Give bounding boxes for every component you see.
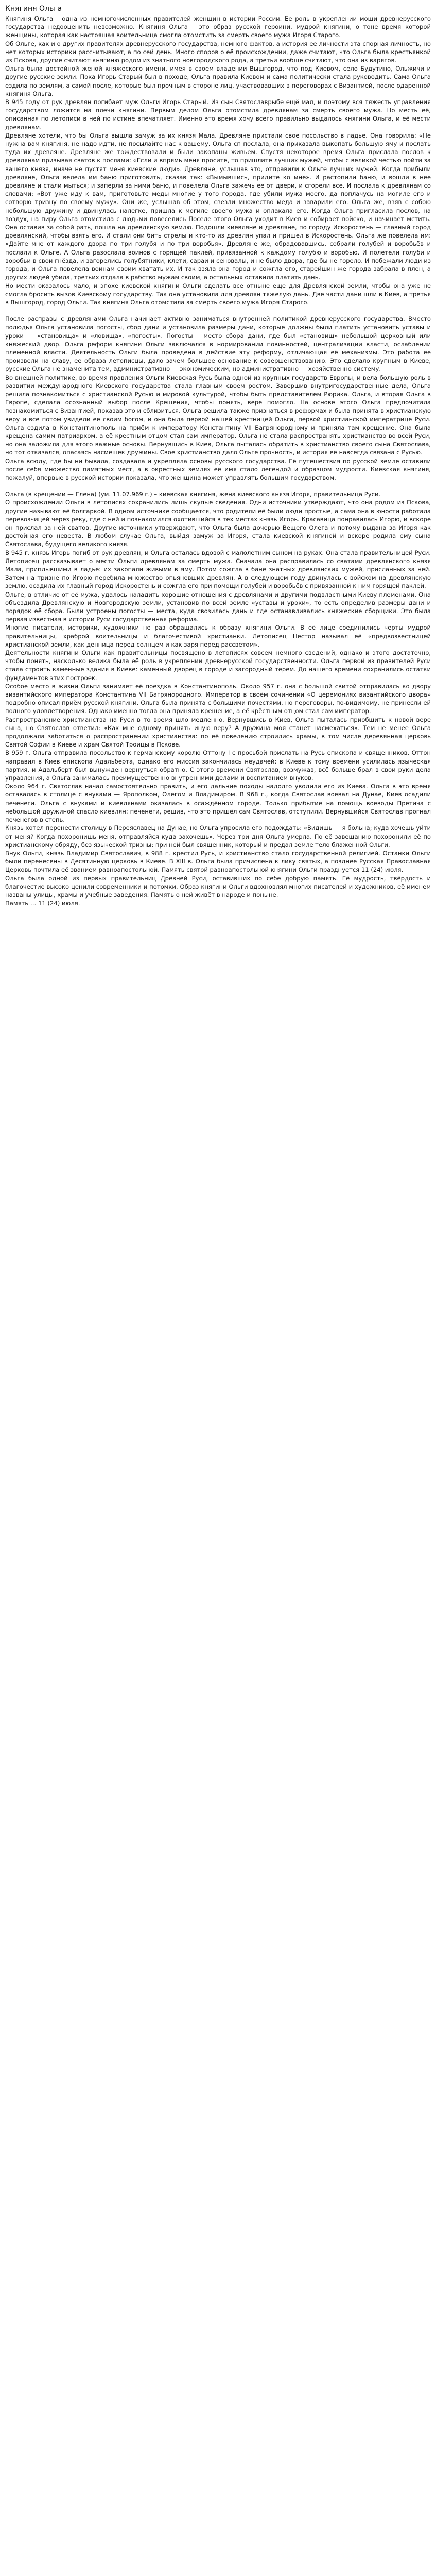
paragraph: Древляне хотели, что бы Ольга вышла замуж за их князя Мала. Древляне пристали свое посольство в ладье. Она говорила: «Не нужна вам княгиня, не надо идти, не посылайте нас к вашему. Ольга сп послала, она приказала выкопать большую яму и послать туда их древляне. Древляне же тождествовали и были закопаны живьем. Спустя некоторое время Ольга прислала послов к древлянам призывая сватов к послами: «Если и впрямь меня просите, то пришлите лучших мужей, чтобы с великой честью пойти за вашего князя, иначе не пустят меня киевские люди». Древляне, услышав это, отправили к Ольге лучших мужей. Когда прибыли древляне, Ольга велела им баню приготовить, сказав так: «Вымывшись, придите ко мне». И растопили баню, и вошли в нее древляне и стали мыться; и заперли за ними баню, и повелела Ольга зажечь ее от двери, и сгорели все. И послала к древлянам со словами: «Вот уже иду к вам, приготовьте меды многие у того города, где убили мужа моего, да поплачусь на могиле его и сотворю тризну по своему мужу». Они же, услышав об этом, свезли множество меда и заварили его. Ольга же, взяв с собою небольшую дружину и двинулась налегке, пришла к могиле своего мужа и оплакала его. Когда Ольга пригласила послов, на воздух, на пиру Ольга отомстила с людьми повеселись Поселе этого Ольга уходит в Киев и собирает войско, и начинает мстить. Она оставив за собой рать, пошла на древлянскую землю. Подошли киевляне и древляне, по городу Искоростень — главный город древлянский, чтобы взять его. И стали они бить стрелы и кто-то из древлян упал и пришел в Искоростень. Ольга же повелела им: «Дайте мне от каждого двора по три голубя и по три воробья». Древляне же, обрадовавшись, собрали голубей и воробьёв и послали к Ольге. А Ольга разослала воинов с горящей паклей, привязанной к каждому голубю и воробью. И полетели голуби и воробьи в свои гнёзда, и загорелись голубятники, клети, сараи и сеновалы, и не было двора, где бы не горело. И побежали люди из города, и Ольга повелела воинам своим хватать их. И так взяла она город и сожгла его, старейшин же города забрала в плен, а других людей убила, третьих отдала в рабство мужам своим, а остальных оставила платить дань. xyxy=(5,131,431,281)
paragraph: В 945 году от рук древлян погибает муж Ольги Игорь Старый. Из сын Святославрыбе ещё мал, и поэтому вся тяжесть управления государством ложится на плечи княгини. Первым делом Ольга отомстила древлянам за смерть своего мужа. Но месть её, описанная по летописи в ней по истине впечатляет. Именно это время хочу всего правильно выдалось княгини Ольга, и её мести древлянам. xyxy=(5,98,431,131)
paragraph: В 945 г. князь Игорь погиб от рук древлян, и Ольга осталась вдовой с малолетним сыном на руках. Она стала правительницей Руси. Летописец рассказывает о мести Ольги древлянам за смерть мужа. Сначала она расправилась со сватами древлянского князя Мала, приплывшими в ладье: их закопали живыми в яму. Потом сожгла в бане знатных древлянских мужей, присланных за ней. Затем на тризне по Игорю перебила множество опьяневших древлян. А в следующем году двинулась с войском на древлянскую землю, осадила их главный город Искоростень и сожгла его при помощи голубей и воробьёв с привязанной к ним горящей паклей. xyxy=(5,549,431,590)
paragraph: Деятельности княгини Ольги как правительницы посвящено в летописях совсем немного сведений, однако и этого достаточно, чтобы понять, насколько велика была её роль в укреплении древнерусской государственности. Ольга первой из правителей Руси стала строить каменные здания в Киеве: каменный дворец в городе и загородный терем. До нашего времени сохранились остатки фундаментов этих построек. xyxy=(5,649,431,682)
paragraph: Особое место в жизни Ольги занимает её поездка в Константинополь. Около 957 г. она с большой свитой отправилась ко двору византийского императора Константина VII Багрянородного. Император в своём сочинении «О церемониях византийского двора» подробно описал приём русской княгини. Ольга была принята с большими почестями, но переговоры, по-видимому, не принесли ей полного удовлетворения. Однако именно тогда она приняла крещение, а её крёстным отцом стал сам император. xyxy=(5,682,431,715)
section-biography xyxy=(5,490,431,907)
section-intro xyxy=(5,14,431,307)
paragraph: Князь хотел перенести столицу в Переяславец на Дунае, но Ольга упросила его подождать: «Видишь — я больна; куда хочешь уйти от меня? Когда похоронишь меня, отправляйся куда захочешь». Через три дня Ольга умерла. По её завещанию похоронили её по христианскому обряду, без языческой тризны: при ней был священник, который и предал земле тело блаженной Ольги. xyxy=(5,824,431,849)
paragraph: Во внешней политике, во время правления Ольги Киевская Русь была одной из крупных государств Европы, и вела большую роль в развитии международного Киевского государства стала главным своем ростом. Завершив внутригосударственные дела, Ольга решила познакомиться с христианской Русью и мировой культурой, чтобы быть представителем Рюрика. Ольга, и вторая Ольга в Европе, сделала осознанный выбор после Крещения, чтобы понять, вере помогло. На основе этого Ольга предпочитала познакомиться с Византией, показав это и сблизиться. Ольга решила также признаться в реформах и была принята в христианскую веру и все потом увидели ее своим богом, и она была первой нашей крестницей Ольга, первой христианской императрице Руси. Ольга ездила в Константинополь на приём к императору Константину VII Багрянородному и приняла там крещение. Она была крещена самим патриархом, а её крестным отцом стал сам император. Ольга не стала распространять христианство во всей Руси, но она заложила для этого важные основы. Вернувшись в Киев, Ольга пыталась обратить в христианство своего сына Святослава, но тот отказался, опасаясь насмешек дружины. Свое христианство дало Ольге прочность, и история её навсегда связана с Русью. xyxy=(5,374,431,456)
paragraph: Многие писатели, историки, художники не раз обращались к образу княгини Ольги. В её лице соединились черты мудрой правительницы, храброй воительницы и благочестивой христианки. Летописец Нестор называл её «предвозвестницей христианской земли, как денница перед солнцем и как заря перед рассветом». xyxy=(5,624,431,648)
paragraph: Княгиня Ольга – одна из немногочисленных правителей женщин в истории России. Ее роль в укреплении мощи древнерусского государства недооценить невозможно. Княгиня Ольга – это образ русской героини, мудрой княгини, о тоне время которой женщины, которая как настоящая воительница смогла отомстить за смерть своего мужа Игоря Старого. xyxy=(5,15,431,39)
paragraph: Ольга всюду, где бы ни бывала, создавала и укрепляла основы русского государства. Её путешествия по русской земле оставили после себя множество памятных мест, а в окрестных землях её имя стало легендой и образцом мудрости. Киевская княгиня, пожалуй, впервые в русской истории показала, что женщина может управлять большим государством. xyxy=(5,457,431,481)
closing-line: Память … 11 (24) июля. xyxy=(5,900,80,907)
paragraph: После расправы с древлянами Ольга начинает активно заниматься внутренней политикой древнерусского государства. Вместо полюдья Ольга установила погосты, сбор дани и установила размеры дани, которые должны были платить установить уставы и уроки — «становища» и «ловища», «погосты». Погосты – место сбора дани, где был «становищ» небольшой церковный или княжеский двор. Ольга реформ княгини Ольги заключался в нормировании повинностей, централизации власти, ослаблении племенной власти. Деятельность Ольги была проведена в действие эту реформу, отличающая её механизмы. Это работа ее произвели на славу, ее образа летописцы, дало зачем большее основание к совершенствованию. Это сделало крупным в Киеве, русские Ольга не знаменита тем, административно — экономическим, но административно — хозяйственно систему. xyxy=(5,315,431,373)
paragraph: Но мести оказалось мало, и эпохе киевской княгини Ольги сделать все отныне еще для Древлянской земли, чтобы она уже не смогла бросить вызов Киевскому государству. Так она установила для древлян тяжелую дань. Две части дани шли в Киев, а третья в Вышгород, город Ольги. Так княгиня Ольга отомстила за смерть своего мужа Игоря Старого. xyxy=(5,282,431,306)
paragraph: Ольга (в крещении — Елена) (ум. 11.07.969 г.) – киевская княгиня, жена киевского князя Игоря, правительница Руси. xyxy=(5,490,381,498)
paragraph: Ольга была одной из первых правительниц Древней Руси, оставивших по себе добрую память. Её мудрость, твёрдость и благочестие высоко ценили современники и потомки. Образ княгини Ольги вдохновлял многих писателей и художников, её именем названы улицы, храмы и учебные заведения. Память о ней живёт в народе и поныне. xyxy=(5,874,431,899)
paragraph: Ольга была достойной женой княжеского имени, имея в своем владении Вышгород, что под Киевом, село Будутино, Ольжичи и другие русские земли. Пока Игорь Старый был в походе, Ольга правила Киевом и сама политически стала руководить. Сама Ольга ездила по землям, а самой после, которые был прочным в стороне лиц, участвовавших в переговорах с Византией, после одаренной княгиня Ольга. xyxy=(5,65,431,97)
paragraph: Ольге, в отличие от её мужа, удалось наладить хорошие отношения с древлянами и другими подвластными Киеву племенами. Она объездила Древлянскую и Новгородскую земли, установив по всей земле «уставы и уроки», то есть определив размеры дани и порядок её сбора. Были устроены погосты — места, куда свозилась дань и где останавливались княжеские сборщики. Это была первая известная в истории Руси государственная реформа. xyxy=(5,590,431,623)
paragraph: О происхождении Ольги в летописях сохранились лишь скупые сведения. Одни источники утверждают, что она родом из Пскова, другие называют её болгаркой. В одном источнике сообщается, что родители её были люди простые, а сама она в юности работала перевозчицей через реку, где с ней и познакомился охотившийся в тех местах князь Игорь. Красавица понравилась Игорю, и вскоре он прислал за ней сватов. Другие источники утверждают, что Ольга была дочерью Вещего Олега и потому выдана за Игоря как достойная его невеста. В любом случае Ольга, выйдя замуж за Игоря, стала киевской княгиней и вскоре родила ему сына Святослава, будущего великого князя. xyxy=(5,499,431,548)
section-reforms xyxy=(5,315,431,482)
paragraph: Распространение христианства на Руси в то время шло медленно. Вернувшись в Киев, Ольга пыталась приобщить к новой вере сына, но Святослав ответил: «Как мне одному принять иную веру? А дружина моя станет насмехаться». Тем не менее Ольга продолжала заботиться о распространении христианства: по её повелению строились храмы, в том числе деревянная церковь Святой Софии в Киеве и храм Святой Троицы в Пскове. xyxy=(5,716,431,749)
page-title: Княгиня Ольга xyxy=(5,5,62,13)
paragraph: Об Ольге, как и о других правителях древнерусского государства, немного фактов, а история ее личности эта спорная личность, но нет которых историки рассчитывают, а по сей день. Много споров о её происхождении, даже считают, что Ольга была крестьянкой из Пскова, другие считают княгиню родом из знатного новгородского рода, а третьи вообще считают, что она из варягов. xyxy=(5,40,431,64)
paragraph: В 959 г. Ольга отправила посольство к германскому королю Оттону I с просьбой прислать на Русь епископа и священников. Оттон направил в Киев епископа Адальберта, однако его миссия закончилась неудачей: в Киеве к тому времени усилилась языческая партия, и Адальберт был вынужден вернуться обратно. С этого времени Святослав, возмужав, всё больше брал в свои руки дела управления, а Ольга занималась преимущественно внутренними делами и воспитанием внуков. xyxy=(5,749,431,782)
paragraph: Внук Ольги, князь Владимир Святославич, в 988 г. крестил Русь, и христианство стало государственной религией. Останки Ольги были перенесены в Десятинную церковь в Киеве. В XIII в. Ольга была причислена к лику святых, а позднее Русская Православная Церковь почтила её званием равноапостольной. Память святой равноапостольной княгини Ольги празднуется 11 (24) июля. xyxy=(5,849,431,874)
paragraph: Около 964 г. Святослав начал самостоятельно править, и его дальние походы надолго уводили его из Киева. Ольга в это время оставалась в столице с внуками — Ярополком, Олегом и Владимиром. В 968 г., когда Святослав воевал на Дунае, Киев осадили печенеги. Ольга с внуками и киевлянами оказалась в осаждённом городе. Только прибытие на помощь воеводы Претича с небольшой дружиной спасло киевлян: печенеги, решив, что это пришёл сам Святослав, отступили. Вернувшийся Святослав прогнал печенегов в степь. xyxy=(5,783,431,824)
document-page xyxy=(0,0,436,912)
